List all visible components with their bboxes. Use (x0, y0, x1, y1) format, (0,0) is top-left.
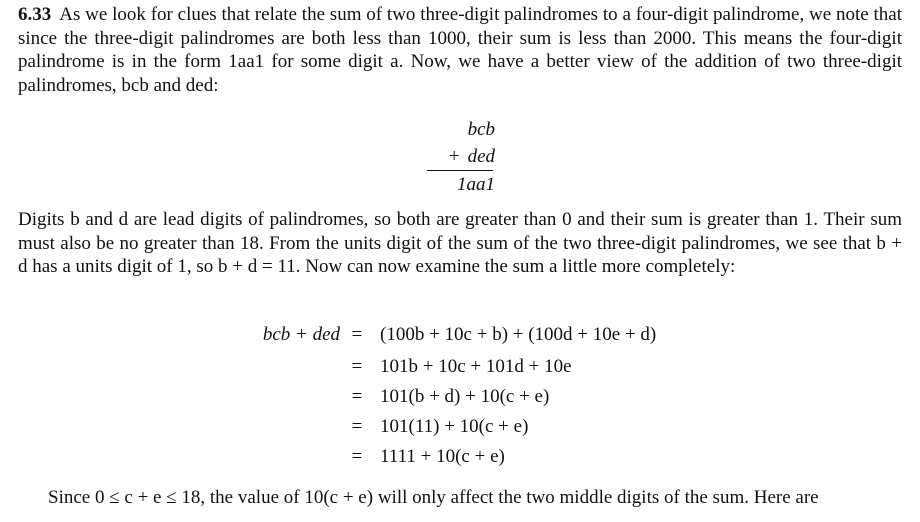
paragraph-2: Digits b and d are lead digits of palindromes, so both are greater than 0 and their sum is greater than 1. Their sum must also be no greater than 18. From the units digit of the sum of the two three-digit palindromes, we see that b + d has a units digit of 1, so b + d = 11. Now can now examine the sum a little more completely: (18, 209, 902, 277)
addend-second: ded (467, 146, 495, 167)
paragraph-3: Since 0 ≤ c + e ≤ 18, the value of 10(c + e) will only affect the two middle digits of the sum. Here are (48, 487, 819, 508)
addend-top: bcb (467, 119, 495, 140)
equals-sign: = (351, 324, 363, 345)
addition-layout (425, 116, 495, 198)
equals-sign: = (351, 416, 363, 437)
equals-sign: = (351, 446, 363, 467)
derivation-rhs: 101b + 10c + 101d + 10e (380, 356, 572, 377)
equals-sign: = (351, 386, 363, 407)
derivation-rhs: 101(11) + 10(c + e) (380, 416, 529, 437)
intro-paragraph (18, 3, 902, 97)
problem-number: 6.33 (18, 4, 52, 25)
sum-result: 1aa1 (457, 174, 495, 195)
addend-second-row (425, 143, 495, 170)
derivation-rhs: 1111 + 10(c + e) (380, 446, 505, 467)
equals-sign: = (351, 356, 363, 377)
plus-sign: + (448, 146, 460, 167)
derivation-rhs: (100b + 10c + b) + (100d + 10e + d) (380, 324, 657, 345)
intro-text: As we look for clues that relate the sum of two three-digit palindromes to a four-digit palindrome, we note that since the three-digit palindromes are both less than 1000, their sum is less than 2000. This means the four-digit palindrome is in the form 1aa1 for some digit a. Now, we have a better view of the addition of two three-digit palindromes, bcb and ded: (18, 4, 902, 96)
derivation-lhs: bcb + ded (262, 324, 340, 345)
derivation-rhs: 101(b + d) + 10(c + e) (380, 386, 550, 407)
